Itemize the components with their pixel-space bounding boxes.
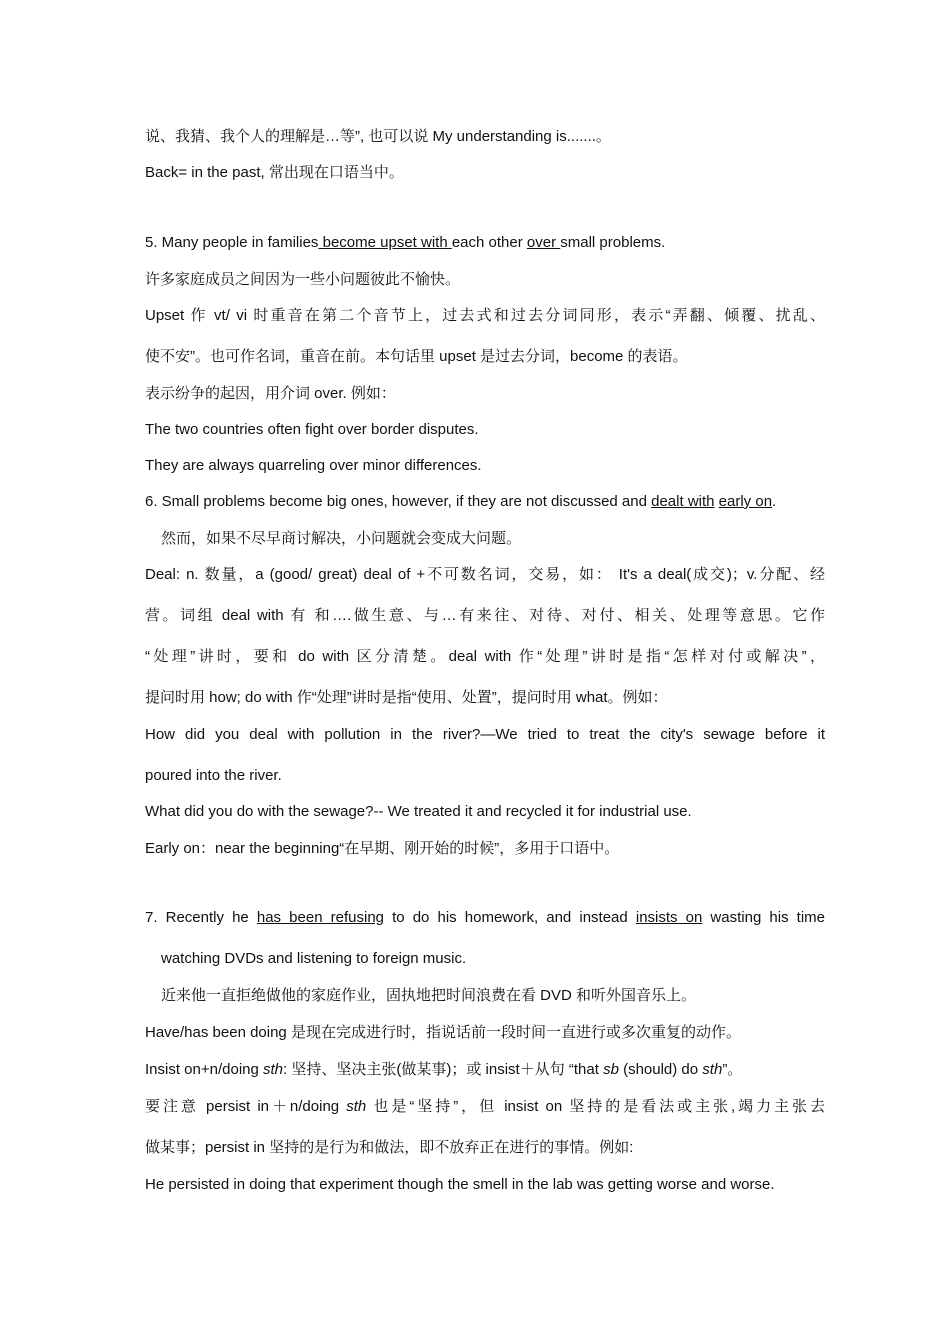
text-line: 说、我猜、我个人的理解是…等”, 也可以说 My understanding is.......。: [145, 128, 611, 145]
text-line: Early on：near the beginning“在早期、刚开始的时候”，多用于口语中。: [145, 840, 620, 857]
underlined-phrase: over: [526, 234, 561, 251]
text-line: Insist on+n/doing sth: 坚持、坚决主张(做某事)；或 insist＋从句 “that sb (should) do sth”。: [145, 1061, 743, 1078]
example-sentence: The two countries often fight over border disputes.: [145, 421, 479, 438]
example-sentence: What did you do with the sewage?-- We treated it and recycled it for industrial use.: [145, 803, 692, 820]
text-line: Deal: n. 数量，a (good/ great) deal of +不可数名词，交易，如： It's a deal(成交)；v.分配、经: [145, 566, 825, 583]
underlined-phrase: early on: [718, 493, 773, 510]
text-line: 做某事；persist in 坚持的是行为和做法，即不放弃正在进行的事情。例如:: [145, 1139, 634, 1156]
translation-line: 然而，如果不尽早商讨解决，小问题就会变成大问题。: [161, 530, 522, 547]
item-6-sentence: 6. Small problems become big ones, however, if they are not discussed and dealt with early on.: [145, 493, 777, 510]
text-line: 使不安”。也可作名词，重音在前。本句话里 upset 是过去分词，become 的表语。: [145, 348, 688, 365]
text-line: 表示纷争的起因，用介词 over. 例如：: [145, 385, 396, 402]
text-line: Upset 作 vt/ vi 时重音在第二个音节上，过去式和过去分词同形，表示“弄翻、倾覆、扰乱、: [145, 307, 825, 324]
example-sentence: How did you deal with pollution in the river?—We tried to treat the city's sewage before it: [145, 726, 825, 743]
example-sentence: poured into the river.: [145, 767, 282, 784]
translation-line: 许多家庭成员之间因为一些小问题彼此不愉快。: [145, 271, 461, 288]
text-line: 要注意 persist in＋n/doing sth 也是“坚持”，但 insist on 坚持的是看法或主张,竭力主张去: [145, 1098, 825, 1115]
text-line: 提问时用 how; do with 作“处理”讲时是指“使用、处置”，提问时用 what。例如：: [145, 689, 668, 706]
item-7-sentence: 7. Recently he has been refusing to do his homework, and instead insists on wasting his time: [145, 909, 826, 926]
text-line: Have/has been doing 是现在完成进行时，指说话前一段时间一直进行或多次重复的动作。: [145, 1024, 741, 1041]
example-sentence: He persisted in doing that experiment though the smell in the lab was getting worse and worse.: [145, 1176, 775, 1193]
underlined-phrase: insists on: [635, 909, 703, 926]
text-line: 营。词组 deal with 有 和….做生意、与…有来往、对待、对付、相关、处理等意思。它作: [145, 607, 825, 624]
item-5-sentence: 5. Many people in families become upset with each other over small problems.: [145, 234, 666, 251]
text-line: watching DVDs and listening to foreign music.: [161, 950, 467, 967]
text-line: “处理”讲时，要和 do with 区分清楚。deal with 作“处理”讲时是指“怎样对付或解决”，: [145, 648, 825, 665]
underlined-phrase: has been refusing: [256, 909, 384, 926]
underlined-phrase: dealt with: [651, 493, 715, 510]
underlined-phrase: become upset with: [318, 234, 452, 251]
text-line: Back= in the past, 常出现在口语当中。: [145, 164, 404, 181]
translation-line: 近来他一直拒绝做他的家庭作业，固执地把时间浪费在看 DVD 和听外国音乐上。: [161, 987, 697, 1004]
example-sentence: They are always quarreling over minor differences.: [145, 457, 482, 474]
